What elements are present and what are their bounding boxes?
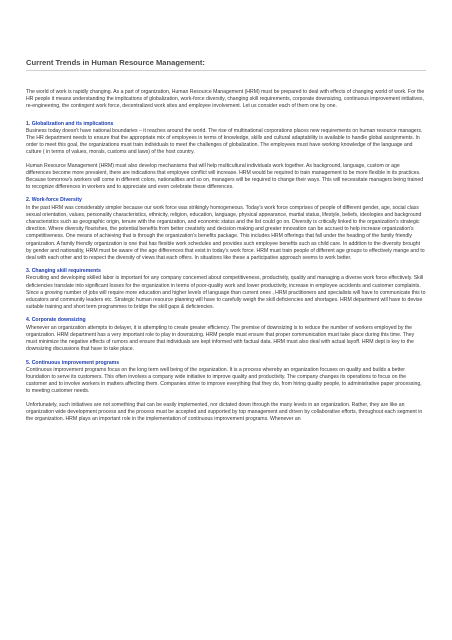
section-heading-globalization: 1. Globalization and its implications <box>26 120 114 127</box>
section-heading-workforce-diversity: 2. Work-force Diversity <box>26 197 82 204</box>
section-heading-continuous-improvement: 5. Continuous improvement programs <box>26 359 120 366</box>
intro-paragraph: The world of work is rapidly changing. As a part of organization, Human Resource Management (HRM) must be prepared to deal with effects of changing world of work. For the HR people it means understanding the implications of globalization, work-force diversity, changing skill requirements, corporate downsizing, continuous improvement initiatives, re-engineering, the contingent work force, decentralized work sites and employee involvement. Let us consider each of them one by one. <box>26 89 425 110</box>
workforce-diversity-paragraph: In the past HRM was considerably simpler because our work force was strikingly homogeneous. Today's work force comprises of people of different gender, age, social class sexual orientation, values, personality characteristics, ethnicity, religion, education, language, physical appearance, martial status, lifestyle, beliefs, ideologies and background characteristics such as geographic origin, tenure with the organization, and economic status and the list could go on. Diversity is critically linked to the organization's strategic direction. Where diversity flourishes, the potential benefits from better creativity and decision making and greater innovation can be accrued to help increase organization's competitiveness. One means of achieving that is through the organization's benefits package. This includes HRM offerings that fall under the heading of the family friendly organization. A family friendly organization is one that has flexible work schedules and provides such employee benefits such as child care. In addition to the diversity brought by gender and nationality, HRM must be aware of the age differences that exist in today's work force. HRM must train people of different age groups to effectively mange and to deal with each other and to respect the diversity of views that each offers. In situations like these a participative approach seems to work better. <box>26 204 425 262</box>
section-heading-downsizing: 4. Corporate downsizing <box>26 317 86 324</box>
globalization-paragraph-1: Business today doesn't have national boundaries – it reaches around the world. The rise of multinational corporations places new requirements on human resource managers. The HR department needs to ensure that the appropriate mix of employees in terms of knowledge, skills and cultural adaptability is available to handle global assignments. In order to meet this goal, the organizations must train individuals to meet the challenges of globalization. The employees must have working knowledge of the language and culture ( in terms of values, morals, customs and laws) of the host country. <box>26 127 423 156</box>
changing-skills-paragraph: Recruiting and developing skilled labor is important for any company concerned about competitiveness, productivity, quality and managing a diverse work force effectively. Skill deficiencies translate into significant losses for the organization in terms of poor-quality work and lower productivity, increase in employee accidents and customer complaints. Since a growing number of jobs will require more education and higher levels of language than current ones , HRM practitioners and specialists will have to communicate this to educators and community leaders etc. Strategic human resource planning will have to carefully weigh the skill deficiencies and shortages. HRM department will have to devise suitable training and short term programmes to bridge the skill gaps & deficiencies. <box>26 275 426 311</box>
continuous-improvement-paragraph-1: Continuous improvement programs focus on the long term well being of the organization. It is a process whereby an organization focuses on quality and builds a better foundation to serve its customers. This often involves a company wide initiative to improve quality and productivity. The company changes its operations to focus on the customer and to involve workers in matters affecting them. Companies strive to improve everything that they do, from hiring quality people, to administrative paper processing, to meeting customer needs. <box>26 366 422 395</box>
section-heading-changing-skills: 3. Changing skill requirements <box>26 268 101 275</box>
title-divider <box>26 70 426 71</box>
document-body <box>26 89 426 429</box>
continuous-improvement-paragraph-2: Unfortunately, such initiatives are not something that can be easily implemented, nor dictated down through the many levels in an organization. Rather, they are like an organization wide development process and the process must be accepted and supported by top management and driven by collaborative efforts, throughout each segment in the organization. HRM plays an important role in the implementation of continuous improvement programs. Whenever an <box>26 401 423 422</box>
document-title: Current Trends in Human Resource Management: <box>26 58 205 67</box>
globalization-paragraph-2: Human Resource Management (HRM) must also develop mechanisms that will help multicultural individuals work together. As background, language, custom or age differences become more prevalent, there are indications that employee conflict will increase. HRM would be required to train management to be more flexible in its practices. Because tomorrow's workers will come in different colors, nationalities and so on, managers will be required to change their ways. This will necessitate managers being trained to recognize differences in workers and to appreciate and even celebrate these differences. <box>26 162 424 191</box>
downsizing-paragraph: Whenever an organization attempts to delayer, it is attempting to create greater efficiency. The premise of downsizing is to reduce the number of workers employed by the organization. HRM department has a very important role to play in downsizing. HRM people must ensure that proper communication must take place during this time. They must minimize the negative effects of rumors and ensure that individuals are kept informed with factual data. HRM must also deal with actual layoff. HRM dept is key to the downsizing discussions that have to take place. <box>26 324 415 353</box>
